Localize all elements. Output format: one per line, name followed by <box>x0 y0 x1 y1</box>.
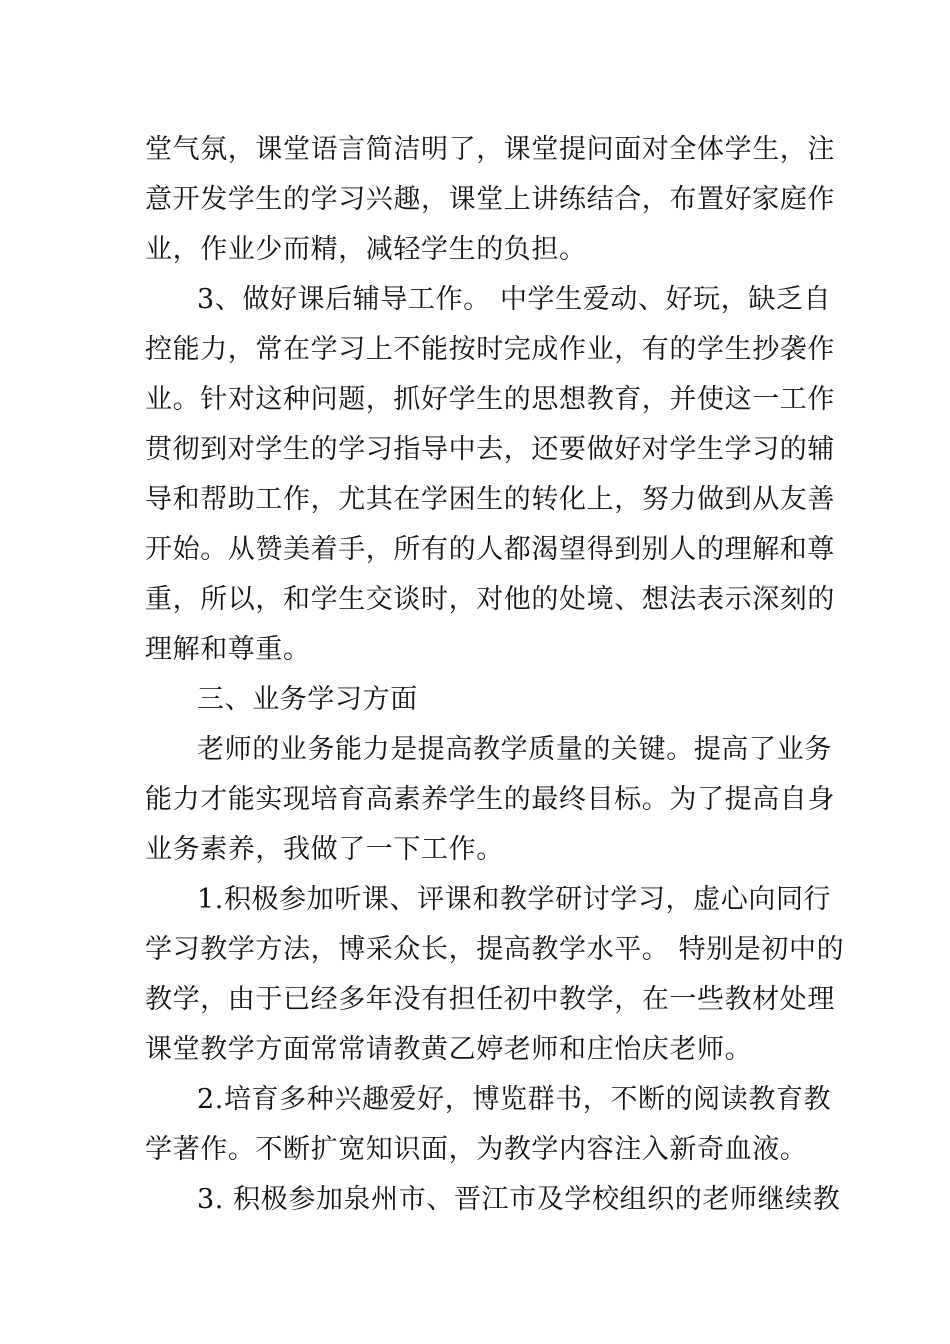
text-line: 课堂教学方面常常请教黄乙婷老师和庄怡庆老师。 <box>145 1034 753 1065</box>
text-line: 理解和尊重。 <box>145 634 311 665</box>
text-line: 堂气氛，课堂语言简洁明了，课堂提问面对全体学生，注 <box>145 134 835 165</box>
text-line: 学著作。不断扩宽知识面，为教学内容注入新奇血液。 <box>145 1134 808 1165</box>
text-line: 老师的业务能力是提高教学质量的关键。提高了业务 <box>197 734 832 765</box>
text-line: 教学，由于已经多年没有担任初中教学，在一些教材处理 <box>145 984 835 1015</box>
text-line: 重，所以，和学生交谈时，对他的处境、想法表示深刻的 <box>145 584 835 615</box>
text-line: 贯彻到对学生的学习指导中去，还要做好对学生学习的辅 <box>145 434 835 465</box>
section-heading: 三、业务学习方面 <box>197 684 418 715</box>
text-line: 2.培育多种兴趣爱好，博览群书，不断的阅读教育教 <box>197 1084 832 1115</box>
text-line: 学习教学方法，博采众长，提高教学水平。 特别是初中的 <box>145 934 845 965</box>
text-line: 3、做好课后辅导工作。 中学生爱动、好玩，缺乏自 <box>197 284 832 315</box>
text-line: 业务素养，我做了一下工作。 <box>145 834 504 865</box>
text-line: 1.积极参加听课、评课和教学研讨学习，虚心向同行 <box>197 884 832 915</box>
text-line: 能力才能实现培育高素养学生的最终目标。为了提高自身 <box>145 784 835 815</box>
text-line: 业。针对这种问题，抓好学生的思想教育，并使这一工作 <box>145 384 835 415</box>
text-line: 开始。从赞美着手，所有的人都渴望得到别人的理解和尊 <box>145 534 835 565</box>
text-line: 意开发学生的学习兴趣，课堂上讲练结合，布置好家庭作 <box>145 184 835 215</box>
text-line: 3. 积极参加泉州市、晋江市及学校组织的老师继续教 <box>197 1184 841 1215</box>
text-line: 业，作业少而精，减轻学生的负担。 <box>145 234 587 265</box>
text-line: 导和帮助工作，尤其在学困生的转化上，努力做到从友善 <box>145 484 835 515</box>
text-line: 控能力，常在学习上不能按时完成作业，有的学生抄袭作 <box>145 334 835 365</box>
